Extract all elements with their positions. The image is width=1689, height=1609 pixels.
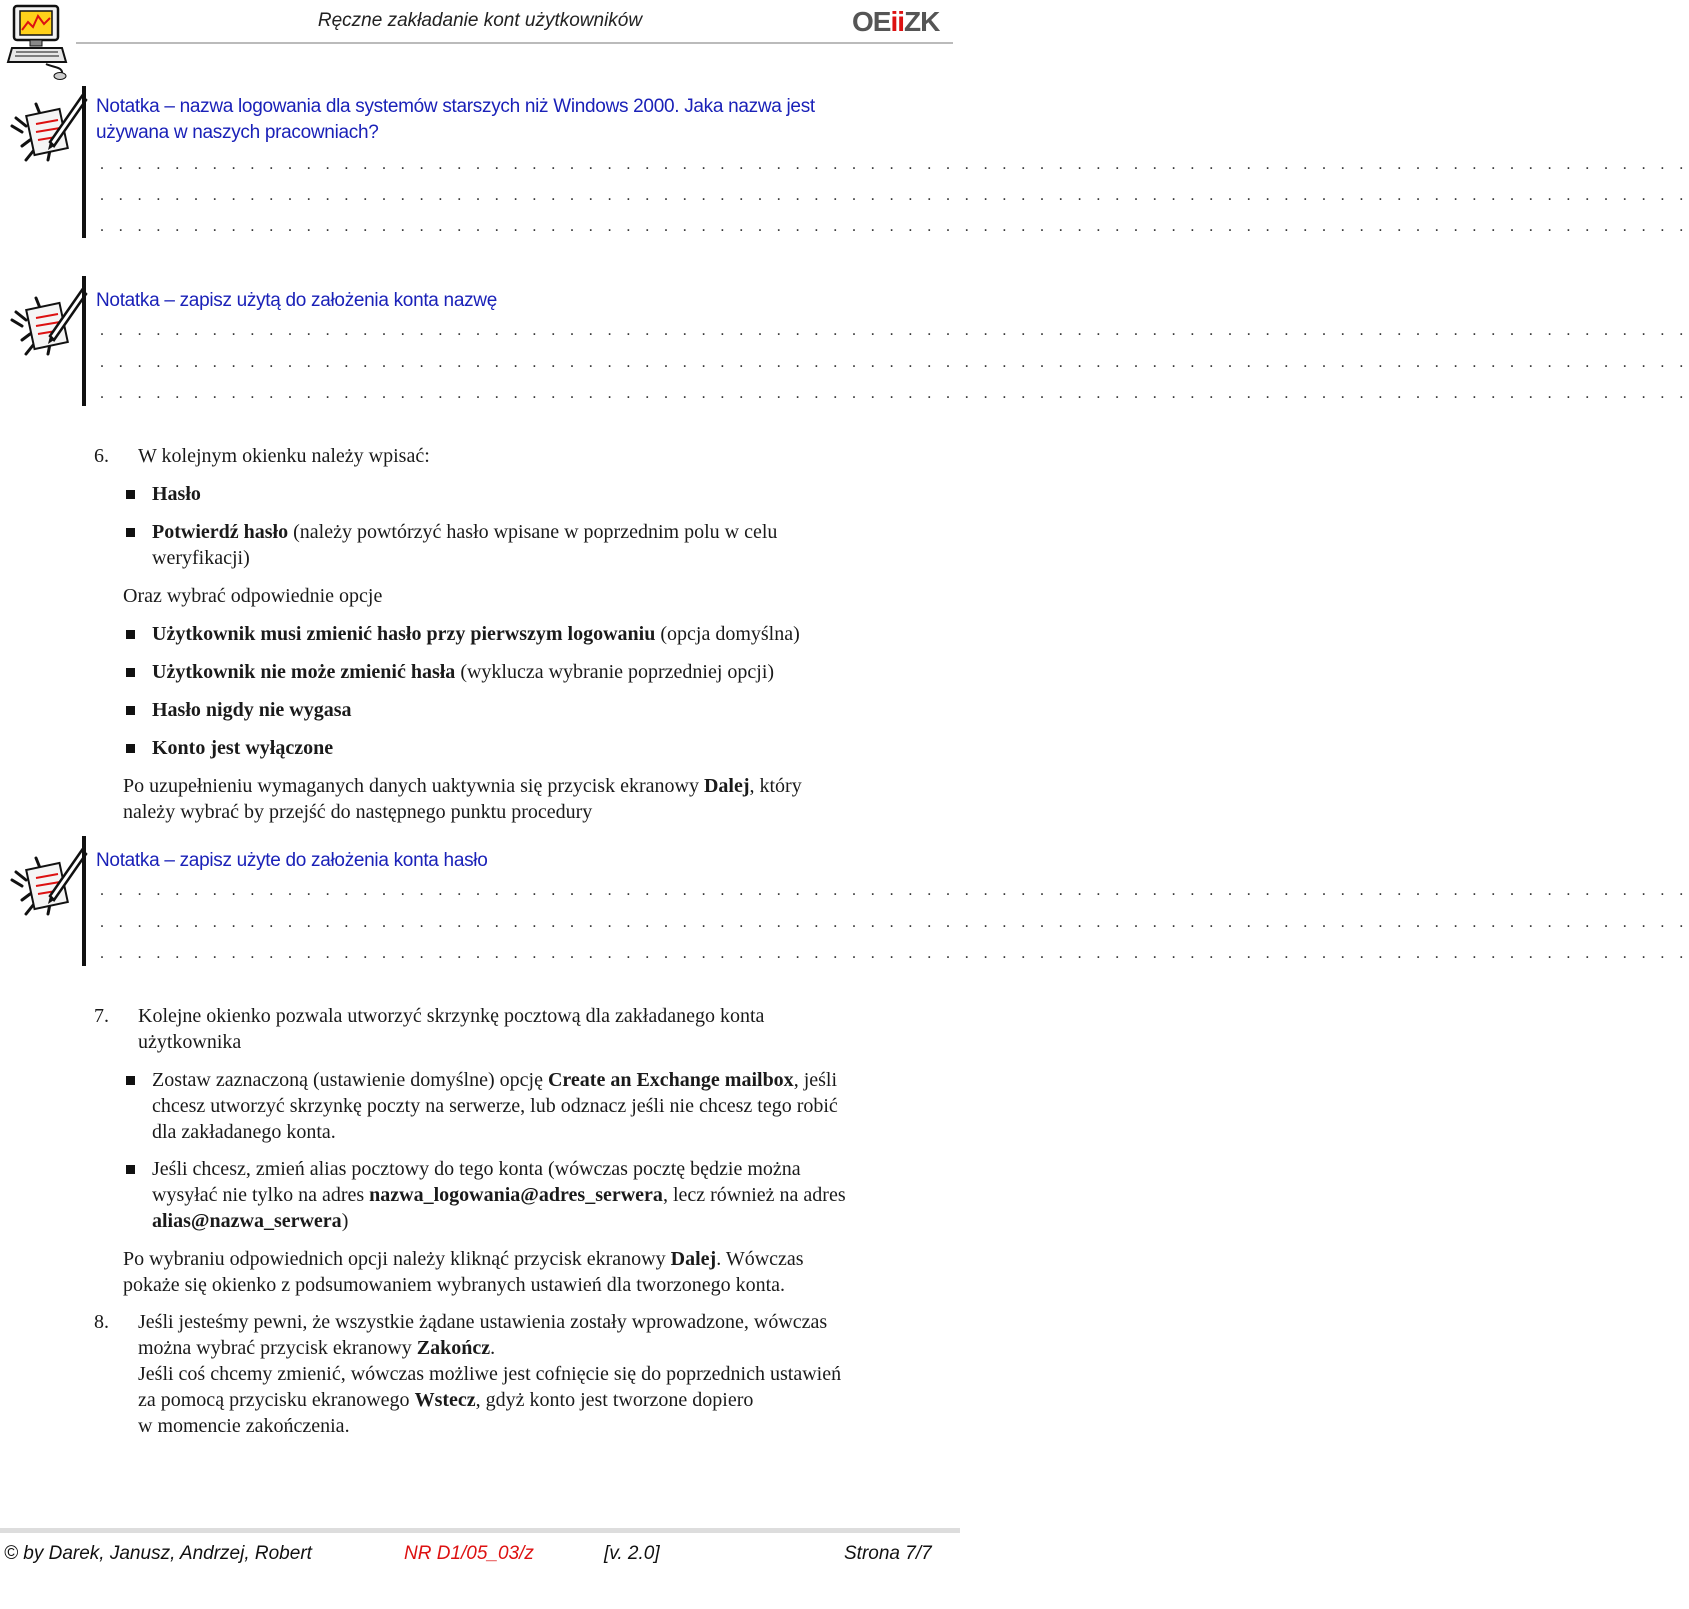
exchange-mailbox-option: Zostaw zaznaczoną (ustawienie domyślne) opcję Create an Exchange mailbox, jeśli: [152, 1069, 838, 1091]
oeiizk-logo: OEiiZK: [852, 6, 940, 37]
footer-rule: [0, 1528, 960, 1533]
step-number: 8.: [94, 1311, 109, 1333]
footer-authors: © by Darek, Janusz, Andrzej, Robert: [4, 1543, 312, 1564]
bullet: [126, 490, 135, 499]
step8-line4: za pomocą przycisku ekranowego Wstecz, gdyż konto jest tworzone dopiero: [138, 1389, 754, 1411]
field-confirm-password: Potwierdź hasło (należy powtórzyć hasło wpisane w poprzednim polu w celu: [152, 521, 778, 543]
footer-version: [v. 2.0]: [604, 1543, 660, 1564]
note-blank-line[interactable]: . . . . . . . . . . . . . . . . . . . . . . . . . . . . . . . . . . . . . . . . . . . . . . . . . . . . . . . . . . . . . . . . . . . . . . . . . . . . . . . . . . . . .: [100, 322, 1689, 339]
note-title-cont: używana w naszych pracowniach?: [96, 122, 379, 143]
step-intro: W kolejnym okienku należy wpisać:: [138, 445, 430, 467]
note-blank-line[interactable]: . . . . . . . . . . . . . . . . . . . . . . . . . . . . . . . . . . . . . . . . . . . . . . . . . . . . . . . . . . . . . . . . . . . . . . . . . . . . . . . . . . . . .: [100, 914, 1689, 931]
bullet: [126, 1076, 135, 1085]
note-pen-icon: [8, 842, 88, 932]
note-blank-line[interactable]: . . . . . . . . . . . . . . . . . . . . . . . . . . . . . . . . . . . . . . . . . . . . . . . . . . . . . . . . . . . . . . . . . . . . . . . . . . . . . . . . . . . . .: [100, 156, 1689, 173]
options-intro: Oraz wybrać odpowiednie opcje: [123, 585, 383, 607]
note-blank-line[interactable]: . . . . . . . . . . . . . . . . . . . . . . . . . . . . . . . . . . . . . . . . . . . . . . . . . . . . . . . . . . . . . . . . . . . . . . . . . . . . . . . . . . . . .: [100, 945, 1689, 962]
footer-page-number: Strona 7/7: [844, 1543, 932, 1564]
step8-line1: Jeśli jesteśmy pewni, że wszystkie żądane ustawienia zostały wprowadzone, wówczas: [138, 1311, 828, 1333]
option-cannot-change: Użytkownik nie może zmienić hasła (wyklucza wybranie poprzedniej opcji): [152, 661, 775, 683]
note-margin-bar: [82, 836, 86, 966]
note-blank-line[interactable]: . . . . . . . . . . . . . . . . . . . . . . . . . . . . . . . . . . . . . . . . . . . . . . . . . . . . . . . . . . . . . . . . . . . . . . . . . . . . . . . . . . . . .: [100, 354, 1689, 371]
option-disabled: Konto jest wyłączone: [152, 737, 334, 759]
step6-after: Po uzupełnieniu wymaganych danych uaktywnia się przycisk ekranowy Dalej, który: [123, 775, 802, 797]
note-blank-line[interactable]: . . . . . . . . . . . . . . . . . . . . . . . . . . . . . . . . . . . . . . . . . . . . . . . . . . . . . . . . . . . . . . . . . . . . . . . . . . . . . . . . . . . . .: [100, 218, 1689, 235]
note-pen-icon: [8, 88, 88, 178]
option-must-change: Użytkownik musi zmienić hasło przy pierwszym logowaniu (opcja domyślna): [152, 623, 800, 645]
mail-alias-option-cont: wysyłać nie tylko na adres nazwa_logowania@adres_serwera, lecz również na adres: [152, 1184, 846, 1206]
note-margin-bar: [82, 86, 86, 238]
note-blank-line[interactable]: . . . . . . . . . . . . . . . . . . . . . . . . . . . . . . . . . . . . . . . . . . . . . . . . . . . . . . . . . . . . . . . . . . . . . . . . . . . . . . . . . . . . .: [100, 187, 1689, 204]
step8-line5: w momencie zakończenia.: [138, 1415, 350, 1437]
step8-line2: można wybrać przycisk ekranowy Zakończ.: [138, 1337, 496, 1359]
step7-line2: użytkownika: [138, 1031, 242, 1053]
field-password: Hasło: [152, 483, 201, 505]
step7-after-cont: pokaże się okienko z podsumowaniem wybranych ustawień dla tworzonego konta.: [123, 1274, 786, 1296]
note-title: Notatka – nazwa logowania dla systemów starszych niż Windows 2000. Jaka nazwa jest: [96, 96, 815, 117]
step7-after: Po wybraniu odpowiednich opcji należy kliknąć przycisk ekranowy Dalej. Wówczas: [123, 1248, 804, 1270]
mail-alias-option: Jeśli chcesz, zmień alias pocztowy do tego konta (wówczas pocztę będzie można: [152, 1158, 801, 1180]
bullet: [126, 744, 135, 753]
step7-line1: Kolejne okienko pozwala utworzyć skrzynkę pocztową dla zakładanego konta: [138, 1005, 765, 1027]
exchange-mailbox-option-cont: dla zakładanego konta.: [152, 1121, 336, 1143]
bullet: [126, 528, 135, 537]
note-title: Notatka – zapisz użytą do założenia konta nazwę: [96, 290, 497, 311]
footer-doc-number: NR D1/05_03/z: [404, 1543, 534, 1564]
step-number: 6.: [94, 445, 109, 467]
bullet: [126, 706, 135, 715]
mail-alias-option-cont: alias@nazwa_serwera): [152, 1210, 349, 1232]
step6-after-cont: należy wybrać by przejść do następnego punktu procedury: [123, 801, 593, 823]
note-title: Notatka – zapisz użyte do założenia konta hasło: [96, 850, 488, 871]
option-never-expires: Hasło nigdy nie wygasa: [152, 699, 352, 721]
step-number: 7.: [94, 1005, 109, 1027]
header-title: Ręczne zakładanie kont użytkowników: [317, 10, 643, 31]
note-margin-bar: [82, 276, 86, 406]
bullet: [126, 630, 135, 639]
step8-line3: Jeśli coś chcemy zmienić, wówczas możliwe jest cofnięcie się do poprzednich ustawień: [138, 1363, 842, 1385]
note-blank-line[interactable]: . . . . . . . . . . . . . . . . . . . . . . . . . . . . . . . . . . . . . . . . . . . . . . . . . . . . . . . . . . . . . . . . . . . . . . . . . . . . . . . . . . . . .: [100, 882, 1689, 899]
bullet: [126, 1165, 135, 1174]
note-pen-icon: [8, 282, 88, 372]
note-blank-line[interactable]: . . . . . . . . . . . . . . . . . . . . . . . . . . . . . . . . . . . . . . . . . . . . . . . . . . . . . . . . . . . . . . . . . . . . . . . . . . . . . . . . . . . . .: [100, 385, 1689, 402]
header-rule: [76, 42, 953, 44]
field-confirm-password-cont: weryfikacji): [152, 547, 250, 569]
exchange-mailbox-option-cont: chcesz utworzyć skrzynkę poczty na serwerze, lub odznacz jeśli nie chcesz tego robić: [152, 1095, 838, 1117]
bullet: [126, 668, 135, 677]
